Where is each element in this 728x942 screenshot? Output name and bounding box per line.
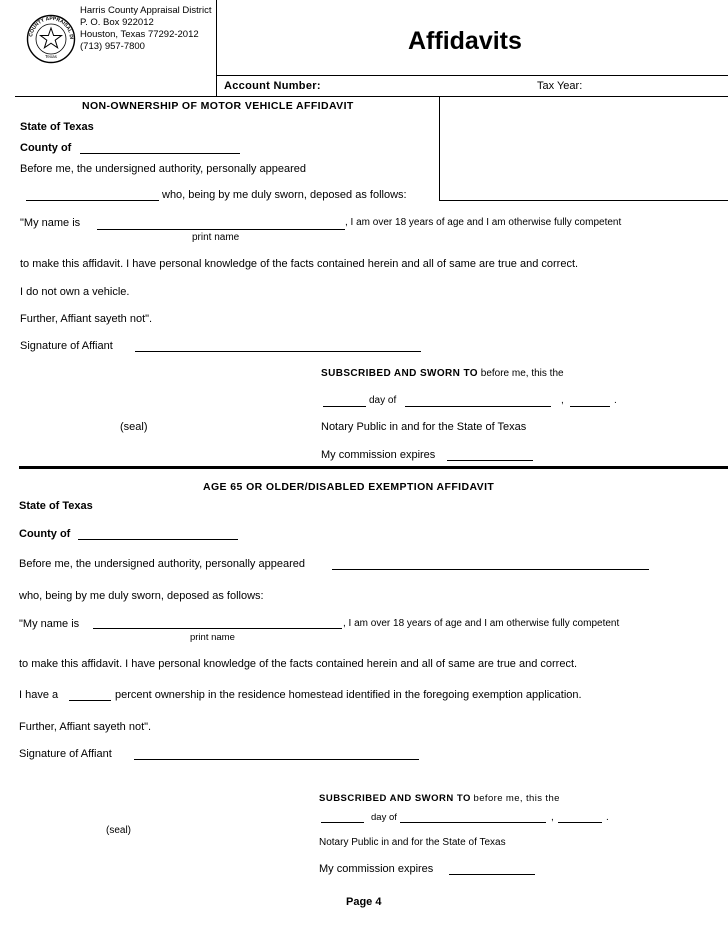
section2-percent-field[interactable]	[69, 700, 111, 701]
section2-state: State of Texas	[19, 500, 93, 512]
section1-my-name-is: "My name is	[20, 217, 81, 229]
section1-notary: Notary Public in and for the State of Texas	[321, 421, 527, 433]
header-divider	[216, 0, 217, 97]
tax-year-label: Tax Year:	[537, 80, 583, 92]
svg-text:Texas: Texas	[45, 54, 57, 59]
org-address: P. O. Box 922012	[80, 17, 154, 28]
section1-commission-field[interactable]	[447, 460, 533, 461]
section2-year-field[interactable]	[558, 822, 602, 823]
account-row-top-border	[216, 75, 728, 76]
section2-subscribed: SUBSCRIBED AND SWORN TO before me, this the	[319, 793, 560, 804]
section2-affiant-name-field[interactable]	[332, 569, 649, 570]
section2-month-field[interactable]	[400, 822, 546, 823]
section1-comma: ,	[561, 395, 564, 406]
section1-state: State of Texas	[20, 121, 94, 133]
section2-county-field[interactable]	[78, 539, 238, 540]
section1-print-name-field[interactable]	[97, 229, 345, 230]
section2-county-label: County of	[19, 528, 71, 540]
section1-month-field[interactable]	[405, 406, 551, 407]
section2-print-name-caption: print name	[190, 632, 235, 643]
section2-signature-label: Signature of Affiant	[19, 748, 112, 760]
svg-text:HARRIS COUNTY APPRAISAL DISTRI: COUNTY APPRAISAL DI	[28, 15, 75, 40]
section1-print-name-caption: print name	[192, 232, 240, 243]
org-phone: (713) 957-7800	[80, 41, 145, 52]
section2-notary: Notary Public in and for the State of Texas	[319, 837, 506, 848]
section1-before-me: Before me, the undersigned authority, personally appeared	[20, 163, 306, 175]
section2-comma: ,	[551, 812, 554, 823]
section2-commission-label: My commission expires	[319, 863, 434, 875]
section2-commission-field[interactable]	[449, 874, 535, 875]
org-city: Houston, Texas 77292-2012	[80, 29, 199, 40]
section1-year-field[interactable]	[570, 406, 610, 407]
section-separator	[19, 466, 728, 469]
section2-before-me: Before me, the undersigned authority, personally appeared	[19, 558, 305, 570]
header-bottom-border	[15, 96, 728, 97]
right-box-bottom-border	[439, 200, 728, 201]
page-title: Affidavits	[408, 27, 522, 55]
section1-county-field[interactable]	[80, 153, 240, 154]
section1-subscribed: SUBSCRIBED AND SWORN TO before me, this the	[321, 368, 564, 379]
section1-statement: I do not own a vehicle.	[20, 286, 130, 298]
section1-who-being: who, being by me duly sworn, deposed as follows:	[162, 189, 407, 201]
section2-signature-field[interactable]	[134, 759, 419, 760]
appraisal-district-seal	[26, 14, 76, 64]
section2-period: .	[606, 812, 609, 823]
section2-print-name-field[interactable]	[93, 628, 342, 629]
section1-further: Further, Affiant sayeth not".	[20, 313, 153, 325]
section1-over-18: , I am over 18 years of age and I am otherwise fully competent	[345, 217, 622, 228]
section1-affiant-name-field[interactable]	[26, 200, 159, 201]
section1-seal: (seal)	[120, 421, 148, 433]
section2-percent-text: percent ownership in the residence homestead identified in the foregoing exemption application.	[115, 689, 582, 701]
section1-to-make: to make this affidavit. I have personal knowledge of the facts contained herein and all of same are true and correct.	[20, 258, 579, 270]
section1-day-of: day of	[369, 395, 397, 406]
section2-my-name-is: "My name is	[19, 618, 80, 630]
section2-further: Further, Affiant sayeth not".	[19, 721, 152, 733]
section1-day-field[interactable]	[323, 406, 366, 407]
account-number-label: Account Number:	[224, 80, 321, 92]
section2-over-18: , I am over 18 years of age and I am otherwise fully competent	[343, 618, 620, 629]
section2-day-field[interactable]	[321, 822, 364, 823]
page-number: Page 4	[346, 896, 382, 908]
section1-period: .	[614, 395, 617, 406]
section1-county-label: County of	[20, 142, 72, 154]
section1-commission-label: My commission expires	[321, 449, 436, 461]
section2-who-being: who, being by me duly sworn, deposed as follows:	[19, 590, 264, 602]
section2-day-of: day of	[371, 812, 397, 823]
right-box-left-border	[439, 97, 440, 201]
section2-seal: (seal)	[106, 825, 132, 836]
section2-heading: AGE 65 OR OLDER/DISABLED EXEMPTION AFFIDAVIT	[203, 481, 495, 493]
section2-i-have-a: I have a	[19, 689, 59, 701]
section1-signature-label: Signature of Affiant	[20, 340, 113, 352]
section2-to-make: to make this affidavit. I have personal knowledge of the facts contained herein and all of same are true and correct.	[19, 658, 578, 670]
org-name: Harris County Appraisal District	[80, 5, 212, 16]
section1-heading: NON-OWNERSHIP OF MOTOR VEHICLE AFFIDAVIT	[82, 100, 354, 112]
section1-signature-field[interactable]	[135, 351, 421, 352]
